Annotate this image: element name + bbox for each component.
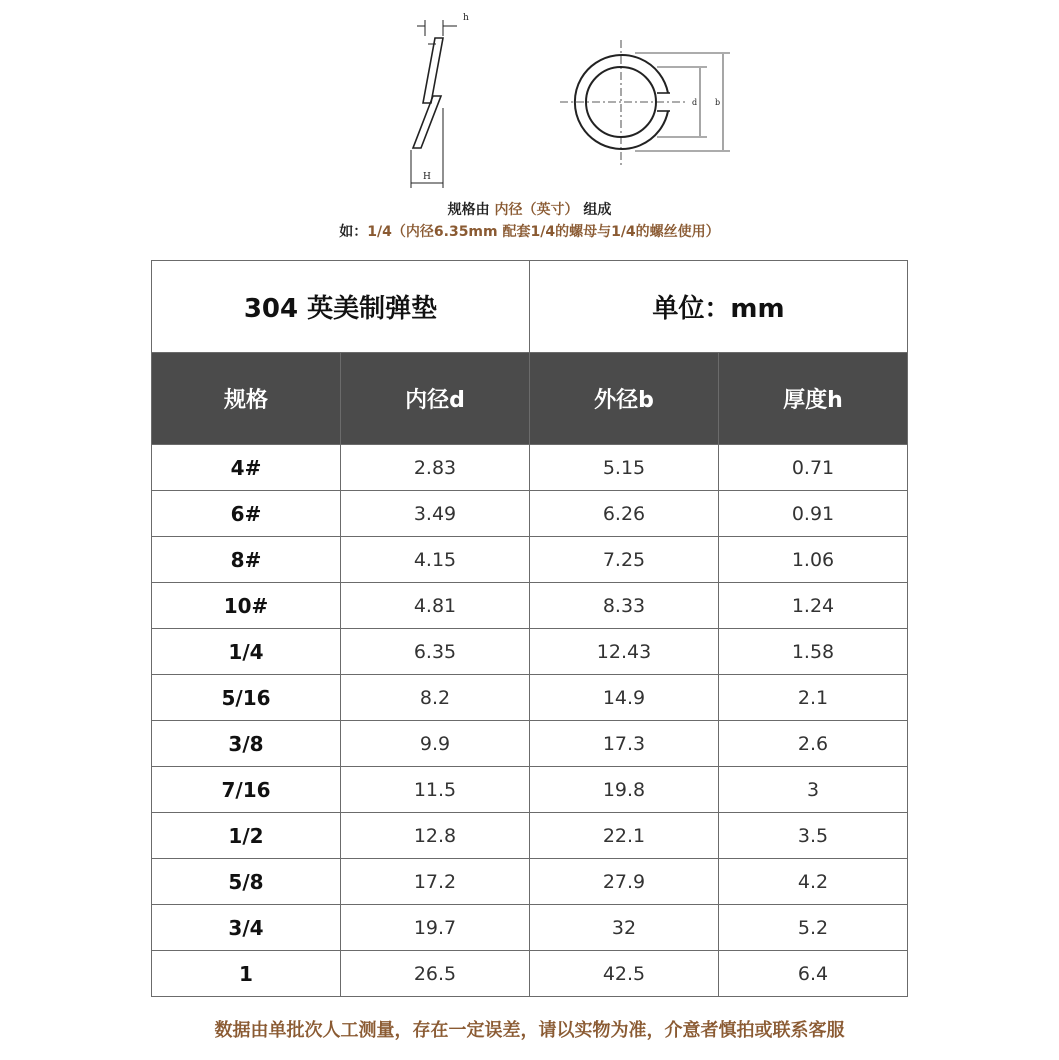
outer-diameter-cell: 8.33 [530, 583, 719, 629]
table-unit: 单位：mm [530, 261, 908, 353]
size-cell: 1/4 [152, 629, 341, 675]
thickness-cell: 2.1 [719, 675, 908, 721]
header-size: 规格 [152, 353, 341, 445]
table-row [152, 951, 908, 997]
label-b: b [715, 98, 721, 107]
inner-diameter-cell: 12.8 [341, 813, 530, 859]
inner-diameter-cell: 26.5 [341, 951, 530, 997]
label-H-bottom: H [423, 172, 431, 182]
table-header-row [152, 353, 908, 445]
outer-diameter-cell: 42.5 [530, 951, 719, 997]
inner-diameter-cell: 19.7 [341, 905, 530, 951]
thickness-cell: 4.2 [719, 859, 908, 905]
outer-diameter-cell: 6.26 [530, 491, 719, 537]
thickness-cell: 3.5 [719, 813, 908, 859]
washer-front-view [560, 40, 740, 168]
thickness-cell: 3 [719, 767, 908, 813]
header-inner-diameter: 内径d [341, 353, 530, 445]
size-cell: 3/8 [152, 721, 341, 767]
outer-diameter-cell: 27.9 [530, 859, 719, 905]
table-row [152, 813, 908, 859]
table-row [152, 721, 908, 767]
size-cell: 1/2 [152, 813, 341, 859]
outer-diameter-cell: 12.43 [530, 629, 719, 675]
table-row [152, 629, 908, 675]
thickness-cell: 0.71 [719, 445, 908, 491]
thickness-cell: 1.24 [719, 583, 908, 629]
washer-spec-table [151, 260, 908, 997]
spec-note-suffix: 组成 [578, 202, 612, 218]
inner-diameter-cell: 8.2 [341, 675, 530, 721]
thickness-cell: 2.6 [719, 721, 908, 767]
size-cell: 10# [152, 583, 341, 629]
label-h-top: h [463, 13, 469, 23]
example-highlight: 1/4（内径6.35mm 配套1/4的螺母与1/4的螺丝使用） [367, 224, 720, 240]
size-cell: 3/4 [152, 905, 341, 951]
size-cell: 5/8 [152, 859, 341, 905]
label-d: d [692, 98, 698, 107]
thickness-cell: 1.06 [719, 537, 908, 583]
spec-note-line-2 [0, 221, 1059, 241]
outer-diameter-cell: 5.15 [530, 445, 719, 491]
size-cell: 7/16 [152, 767, 341, 813]
table-row [152, 491, 908, 537]
spec-note-prefix: 规格由 [447, 202, 495, 218]
example-prefix: 如： [339, 224, 368, 240]
inner-diameter-cell: 4.81 [341, 583, 530, 629]
washer-side-view [411, 20, 457, 188]
inner-diameter-cell: 2.83 [341, 445, 530, 491]
footer-disclaimer: 数据由单批次人工测量，存在一定误差，请以实物为准，介意者慎拍或联系客服 [214, 1020, 845, 1041]
size-cell: 5/16 [152, 675, 341, 721]
thickness-cell: 6.4 [719, 951, 908, 997]
thickness-cell: 0.91 [719, 491, 908, 537]
table-row [152, 583, 908, 629]
inner-diameter-cell: 6.35 [341, 629, 530, 675]
table-row [152, 537, 908, 583]
outer-diameter-cell: 32 [530, 905, 719, 951]
inner-diameter-cell: 17.2 [341, 859, 530, 905]
table-row [152, 767, 908, 813]
table-row [152, 675, 908, 721]
thickness-cell: 1.58 [719, 629, 908, 675]
table-title: 304 英美制弹垫 [152, 261, 530, 353]
inner-diameter-cell: 9.9 [341, 721, 530, 767]
table-row [152, 859, 908, 905]
table-title-row [152, 261, 908, 353]
inner-diameter-cell: 11.5 [341, 767, 530, 813]
inner-diameter-cell: 4.15 [341, 537, 530, 583]
table-row [152, 445, 908, 491]
outer-diameter-cell: 7.25 [530, 537, 719, 583]
spec-note-highlight: 内径（英寸） [494, 202, 579, 218]
table-row [152, 905, 908, 951]
size-cell: 1 [152, 951, 341, 997]
outer-diameter-cell: 22.1 [530, 813, 719, 859]
size-cell: 8# [152, 537, 341, 583]
header-thickness: 厚度h [719, 353, 908, 445]
outer-diameter-cell: 17.3 [530, 721, 719, 767]
washer-diagram [395, 8, 740, 193]
inner-diameter-cell: 3.49 [341, 491, 530, 537]
outer-diameter-cell: 14.9 [530, 675, 719, 721]
spec-note-line-1 [0, 199, 1059, 219]
size-cell: 6# [152, 491, 341, 537]
thickness-cell: 5.2 [719, 905, 908, 951]
outer-diameter-cell: 19.8 [530, 767, 719, 813]
size-cell: 4# [152, 445, 341, 491]
header-outer-diameter: 外径b [530, 353, 719, 445]
